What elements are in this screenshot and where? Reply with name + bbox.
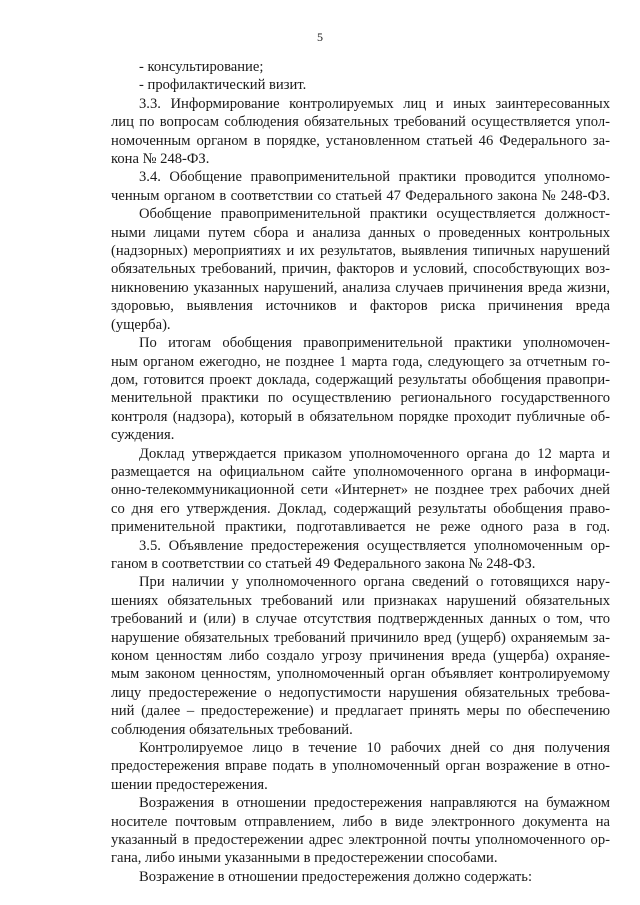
text-line: соблюдения обязательных требований.: [111, 721, 353, 738]
text-line: требований и (или) в случае отсутствия подтвержденных данных о том, что: [111, 611, 610, 628]
document-body: [111, 58, 610, 886]
text-line: онно-телекоммуникационной сети «Интернет» не позднее трех рабочих дней: [111, 482, 610, 499]
text-line: применительной практики, подготавливается не реже одного раза в год.: [111, 519, 610, 536]
text-line: мым законом ценностям, уполномоченный орган объявляет контролируемому: [111, 666, 610, 683]
text-line: никновению указанных нарушений, анализа случаев причинения вреда жизни,: [111, 279, 610, 296]
text-line: лиц по вопросам соблюдения обязательных требований осуществляется упол-: [111, 114, 610, 131]
paragraph: [111, 205, 610, 334]
text-line: обязательных требований, причин, факторов и условий, способствующих воз-: [111, 261, 610, 278]
text-line: Доклад утверждается приказом уполномоченного органа до 12 марта и: [139, 445, 610, 462]
text-line: менительной практики по осуществлению регионального государственного: [111, 390, 610, 407]
text-line: гана, либо иными указанными в предостережении способами.: [111, 850, 498, 867]
text-line: 3.4. Обобщение правоприменительной практики проводится уполномо-: [139, 169, 610, 186]
paragraph: [111, 573, 610, 739]
text-line: (ущерба).: [111, 316, 171, 333]
text-line: лицу предостережение о недопустимости нарушения обязательных требова-: [111, 684, 610, 701]
text-line: ными лицами путем сбора и анализа данных о проведенных контрольных: [111, 224, 610, 241]
text-line: ным органом ежегодно, не позднее 1 марта года, следующего за отчетным го-: [111, 353, 610, 370]
text-line: Контролируемое лицо в течение 10 рабочих дней со дня получения: [139, 740, 610, 757]
paragraph: [111, 95, 610, 169]
text-line: Возражения в отношении предостережения направляются на бумажном: [139, 795, 610, 812]
text-line: со дня его утверждения. Доклад, содержащий результаты обобщения право-: [111, 500, 610, 517]
text-line: коном ценностям либо создало угрозу причинения вреда (ущерба) охраняе-: [111, 648, 610, 664]
paragraph: [111, 794, 610, 868]
text-line: ганом в соответствии со статьей 49 Федерального закона № 248-ФЗ.: [111, 555, 536, 572]
text-line: предостережения вправе подать в уполномоченный орган возражение в отно-: [111, 758, 610, 775]
text-line: По итогам обобщения правоприменительной практики уполномочен-: [139, 335, 610, 352]
paragraph: [111, 168, 610, 205]
paragraph: [111, 334, 610, 444]
paragraph: [111, 868, 610, 886]
text-line: размещается на официальном сайте уполномоченного органа в информаци-: [111, 463, 610, 480]
text-line: - профилактический визит.: [139, 77, 307, 94]
paragraph: [111, 739, 610, 794]
text-line: (надзорных) мероприятиях и их результатов, выявления типичных нарушений: [111, 243, 610, 260]
text-line: указанный в предостережении адрес электронной почты уполномоченного ор-: [111, 832, 610, 849]
text-line: контроля (надзора), который в обязательном порядке проходит публичные об-: [111, 408, 610, 425]
text-line: - консультирование;: [139, 59, 264, 75]
text-line: шении предостережения.: [111, 776, 268, 793]
text-line: здоровью, выявления источников и факторов риска причинения вреда: [111, 298, 610, 315]
text-line: 3.3. Информирование контролируемых лиц и иных заинтересованных: [139, 95, 610, 112]
text-line: номоченным органом в порядке, установленном статьей 46 Федерального за-: [111, 132, 610, 149]
paragraph: [111, 537, 610, 574]
page-number: 5: [317, 30, 323, 44]
paragraph: [111, 58, 610, 76]
text-line: носителе почтовым отправлением, либо в виде электронного документа на: [111, 813, 610, 830]
paragraph: [111, 445, 610, 537]
text-line: шениях обязательных требований или признаках нарушений обязательных: [111, 592, 610, 609]
text-line: ченным органом в соответствии со статьей 47 Федерального закона № 248-ФЗ.: [111, 187, 610, 204]
text-line: Возражение в отношении предостережения должно содержать:: [139, 868, 533, 885]
text-line: нарушение обязательных требований причинило вред (ущерб) охраняемым за-: [111, 629, 610, 646]
paragraph: [111, 76, 610, 94]
text-line: При наличии у уполномоченного органа сведений о готовящихся нару-: [139, 574, 610, 591]
text-line: ний (далее – предостережение) и предлагает принять меры по обеспечению: [111, 703, 610, 720]
text-line: суждения.: [111, 427, 175, 444]
text-line: 3.5. Объявление предостережения осуществляется уполномоченным ор-: [139, 537, 610, 554]
text-line: дом, готовится проект доклада, содержащий результаты обобщения правопри-: [111, 371, 610, 388]
text-line: кона № 248-ФЗ.: [111, 151, 210, 168]
text-line: Обобщение правоприменительной практики осуществляется должност-: [139, 206, 610, 223]
